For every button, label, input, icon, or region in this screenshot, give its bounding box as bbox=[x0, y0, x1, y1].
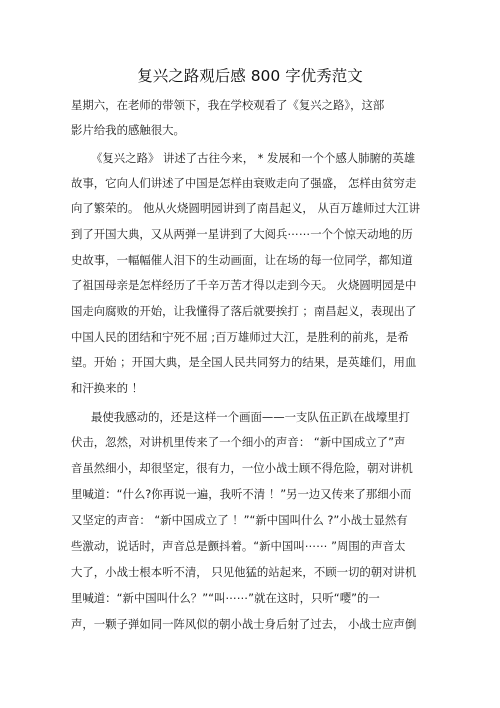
text-line: 又坚定的声音： “新中国成立了 ！”“新中国叫什么 ?”小战士显然有 bbox=[71, 513, 408, 527]
text-line: 国走向腐败的开始，让我懂得了落后就要挨打 ；南昌起义，表现出了 bbox=[71, 304, 417, 318]
text-line: 音虽然细小，却很坚定，很有力，一位小战士顾不得危险，朝对讲机 bbox=[71, 461, 413, 475]
text-line: 最使我感动的，还是这样一个画面——一支队伍正趴在战壕里打 bbox=[91, 410, 410, 424]
text-line: 些激动，说话时，声音总是颤抖着。“新中国叫⋯⋯ ”周围的声音太 bbox=[71, 539, 406, 553]
text-line: 大了，小战士根本听不清， 只见他猛的站起来，不顾一切的朝对讲机 bbox=[71, 565, 417, 579]
text-line: 《复兴之路》 讲述了古往今来， * 发展和一个个感人肺腑的英雄 bbox=[91, 151, 416, 165]
text-line: 声，一颗子弹如同一阵风似的朝小战士身后射了过去， 小战士应声倒 bbox=[71, 617, 417, 631]
text-line: 里喊道：“什么?你再说一遍，我听不清 ！”另一边又传来了那细小而 bbox=[71, 487, 412, 501]
text-line: 向了繁荣的。 他从火烧圆明园讲到了南昌起义， 从百万雄师过大江讲 bbox=[71, 201, 420, 215]
text-line: 和汗换来的 ！ bbox=[71, 381, 143, 395]
text-line: 史故事，一幅幅催人泪下的生动画面，让在场的每一位同学，都知道 bbox=[71, 253, 413, 267]
text-line: 伏击，忽然，对讲机里传来了一个细小的声音： “新中国成立了”声 bbox=[71, 435, 406, 449]
text-line: 故事，它向人们讲述了中国是怎样由衰败走向了强盛， 怎样由贫穷走 bbox=[71, 176, 417, 190]
text-line: 到了开国大典，又从两弹一星讲到了大阅兵⋯⋯一个个惊天动地的历 bbox=[71, 227, 413, 241]
text-line: 里喊道：“新中国叫什么？”“叫⋯⋯”就在这时，只听“嘤”的一 bbox=[71, 591, 380, 605]
text-line: 了祖国母亲是怎样经历了千辛万苦才得以走到今天。 火烧圆明园是中 bbox=[71, 278, 417, 292]
text-line: 望。开始 ；开国大典，是全国人民共同努力的结果，是英雄们，用血 bbox=[71, 355, 417, 369]
text-line: 星期六，在老师的带领下，我在学校观看了《复兴之路》，这部 bbox=[71, 98, 385, 112]
text-line: 中国人民的团结和宁死不屈 ;百万雄师过大江，是胜利的前兆，是希 bbox=[71, 330, 409, 344]
text-line: 影片给我的感触很大。 bbox=[71, 123, 185, 137]
document-title: 复兴之路观后感 800 字优秀范文 bbox=[137, 67, 363, 85]
